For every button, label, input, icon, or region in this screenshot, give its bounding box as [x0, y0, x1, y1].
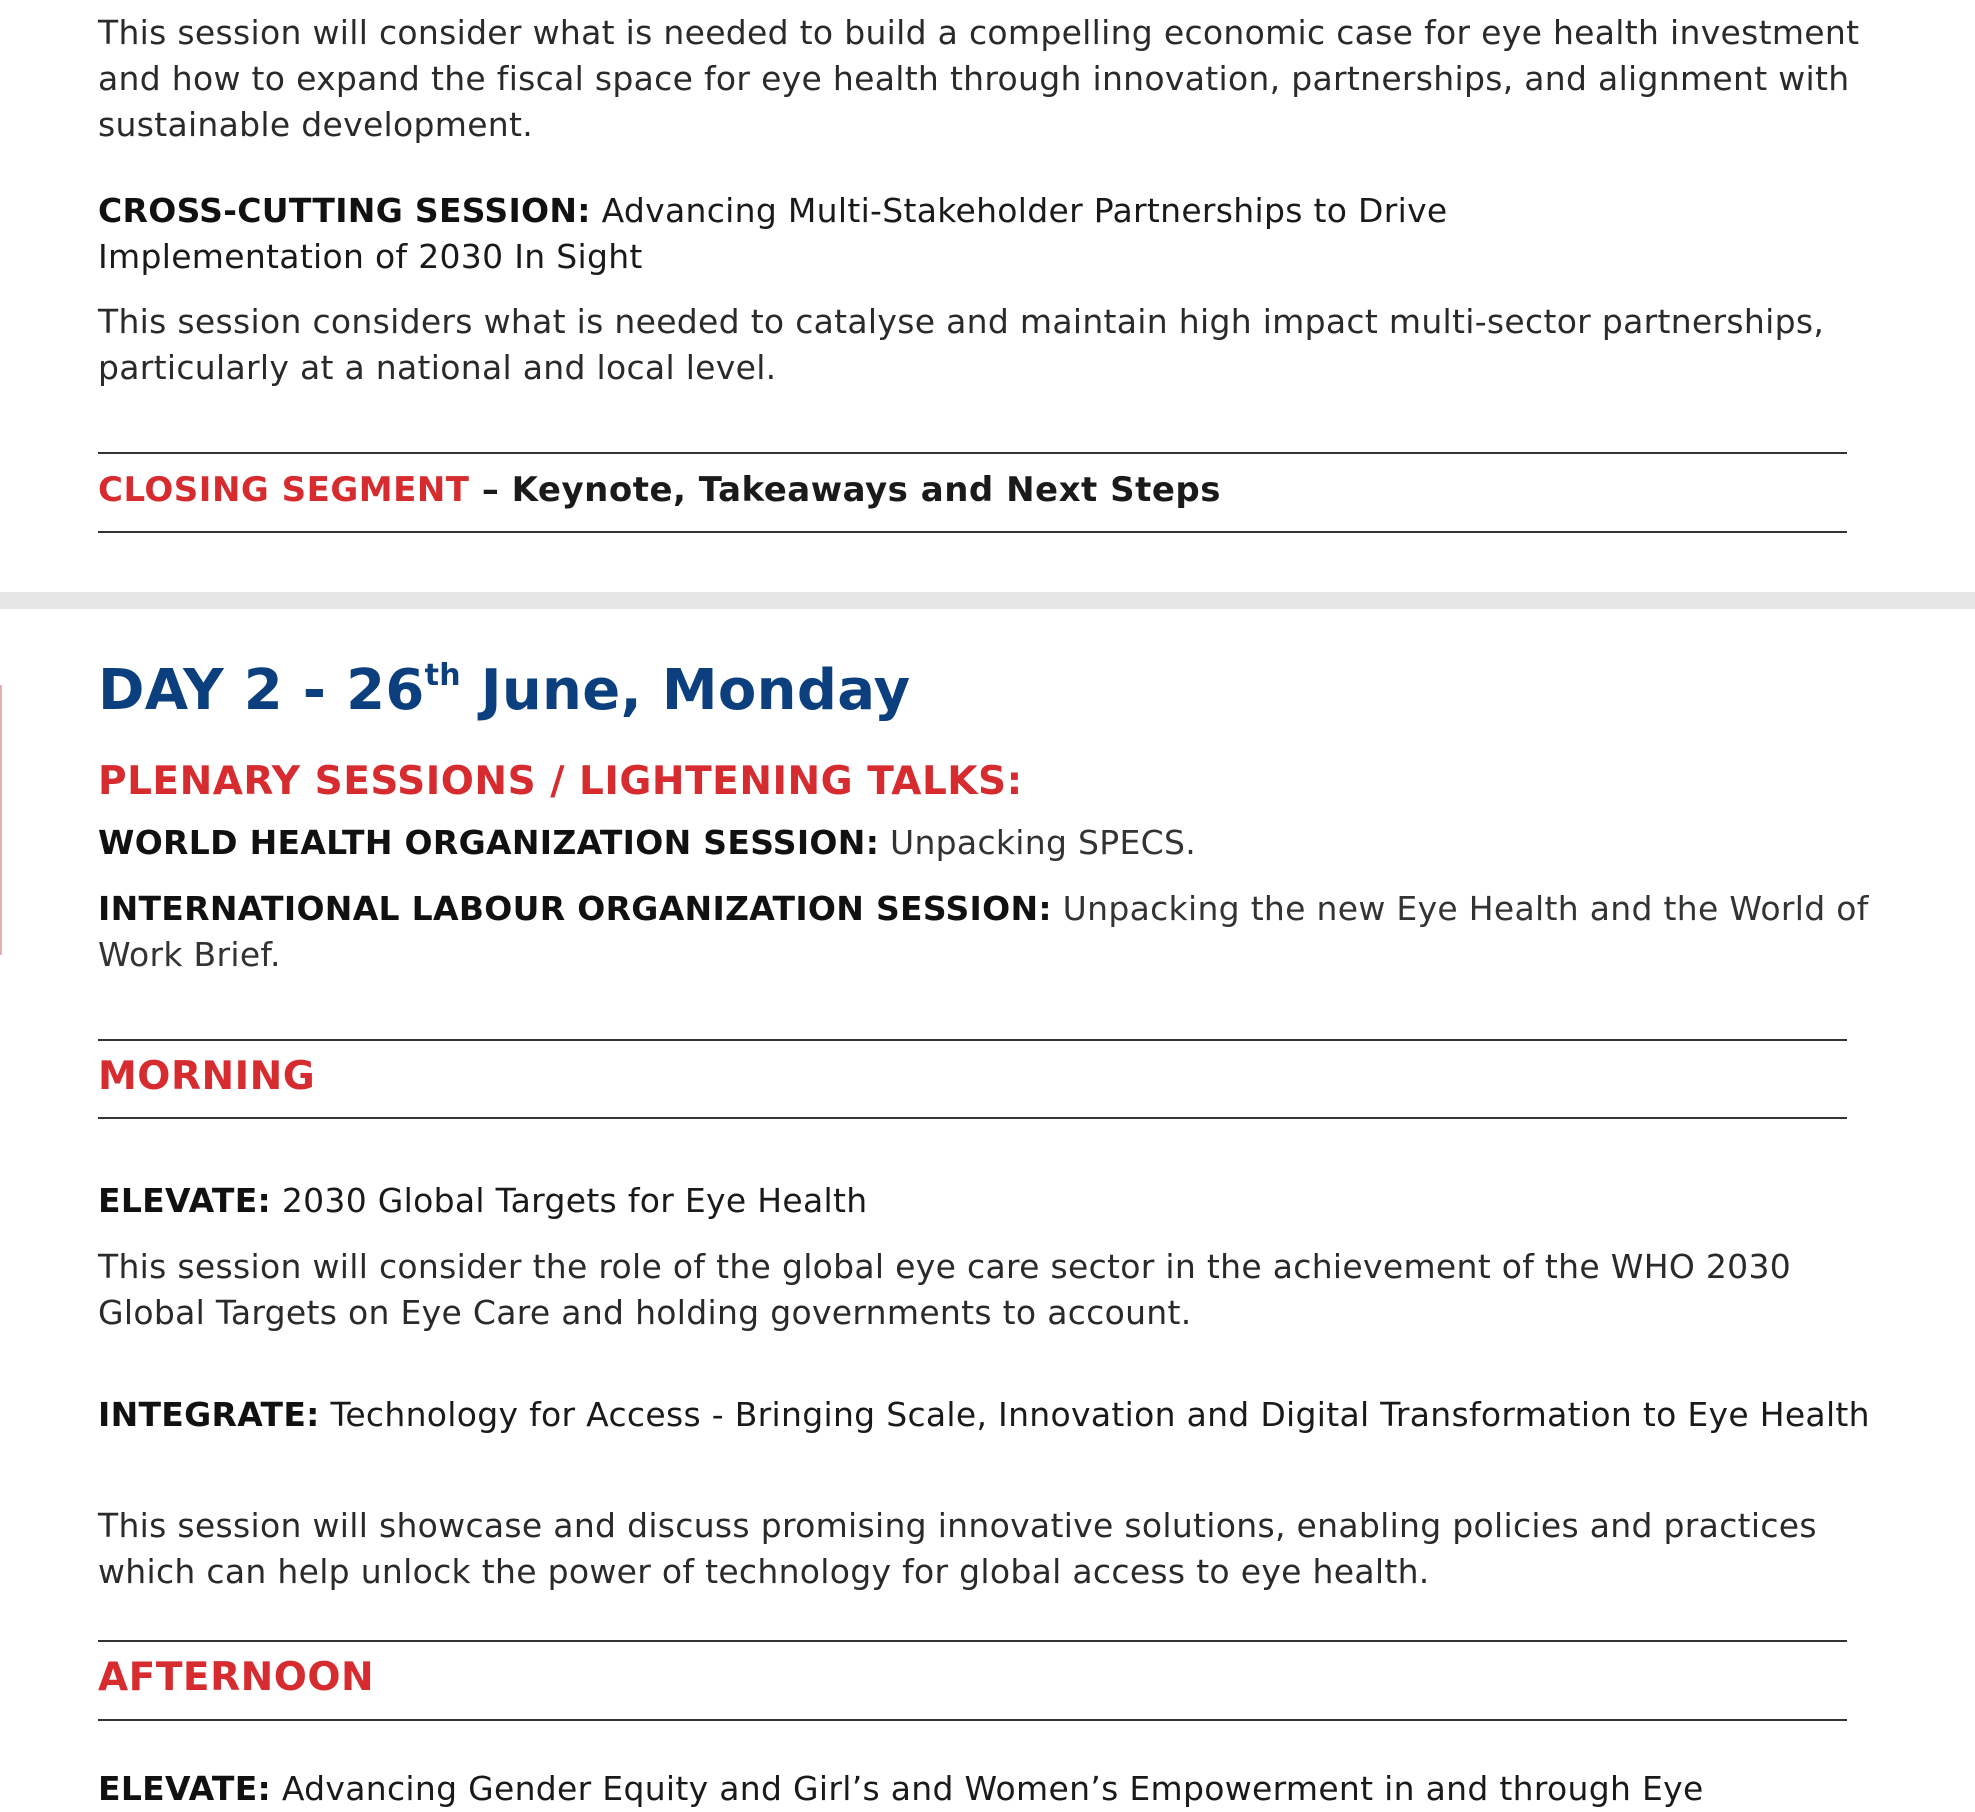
session-title-text: 2030 Global Targets for Eye Health	[271, 1181, 868, 1220]
session-label: ELEVATE:	[98, 1769, 272, 1808]
session-description: This session considers what is needed to catalyse and maintain high impact multi-sector partnerships, particularly at a national and local level.	[98, 302, 1825, 387]
session-label: ELEVATE:	[98, 1181, 272, 1220]
divider	[98, 1039, 1847, 1041]
page-edge-mark	[0, 685, 2, 955]
divider	[98, 452, 1847, 454]
plenary-heading: PLENARY SESSIONS / LIGHTENING TALKS:	[98, 759, 1023, 804]
morning-heading: MORNING	[98, 1054, 316, 1099]
page-separator	[0, 592, 1975, 609]
session-text: Unpacking SPECS.	[879, 823, 1196, 862]
day-heading-date: DAY 2 - 26	[98, 658, 425, 723]
session-description: This session will consider what is needed to build a compelling economic case for eye health investment and how to expand the fiscal space for eye health through innovation, partnerships, and alignment with sustainable development.	[98, 13, 1860, 144]
session-label: INTERNATIONAL LABOUR ORGANIZATION SESSION:	[98, 889, 1052, 928]
page-top	[0, 0, 1975, 592]
cross-cutting-session-title	[98, 188, 1528, 280]
session-description: This session will consider the role of the global eye care sector in the achievement of the WHO 2030 Global Targets on Eye Care and holding governments to account.	[98, 1247, 1792, 1332]
session-description: This session will showcase and discuss promising innovative solutions, enabling policies and practices which can help unlock the power of technology for global access to eye health.	[98, 1506, 1817, 1591]
session-title-text: Advancing Gender Equity and Girl’s and Women’s Empowerment in and through Eye	[271, 1769, 1704, 1808]
closing-segment-heading	[98, 467, 1908, 513]
session-title-text: Advancing Multi-Stakeholder Partnerships to Drive Implementation of 2030 In Sight	[98, 191, 1448, 276]
divider	[98, 531, 1847, 533]
session-label: INTEGRATE:	[98, 1395, 320, 1434]
afternoon-heading: AFTERNOON	[98, 1655, 375, 1700]
day-heading	[98, 656, 1908, 726]
closing-segment-label: CLOSING SEGMENT	[98, 470, 470, 510]
day-heading-weekday: June, Monday	[460, 658, 911, 723]
session-text: Unpacking the new Eye Health and the World of Work Brief.	[98, 889, 1869, 974]
closing-segment-text: – Keynote, Takeaways and Next Steps	[469, 470, 1221, 510]
divider	[98, 1117, 1847, 1119]
ilo-session	[98, 886, 1908, 978]
afternoon-elevate-session-title	[98, 1766, 1908, 1812]
divider	[98, 1640, 1847, 1642]
divider	[98, 1719, 1847, 1721]
day-heading-ordinal: th	[424, 658, 461, 693]
session-label: CROSS-CUTTING SESSION:	[98, 191, 591, 230]
session-title-text: Technology for Access - Bringing Scale, Innovation and Digital Transformation to Eye Health	[319, 1395, 1870, 1434]
who-session	[98, 820, 1908, 866]
session-label: WORLD HEALTH ORGANIZATION SESSION:	[98, 823, 880, 862]
elevate-session-title	[98, 1178, 1908, 1224]
integrate-session-title	[98, 1392, 1908, 1438]
